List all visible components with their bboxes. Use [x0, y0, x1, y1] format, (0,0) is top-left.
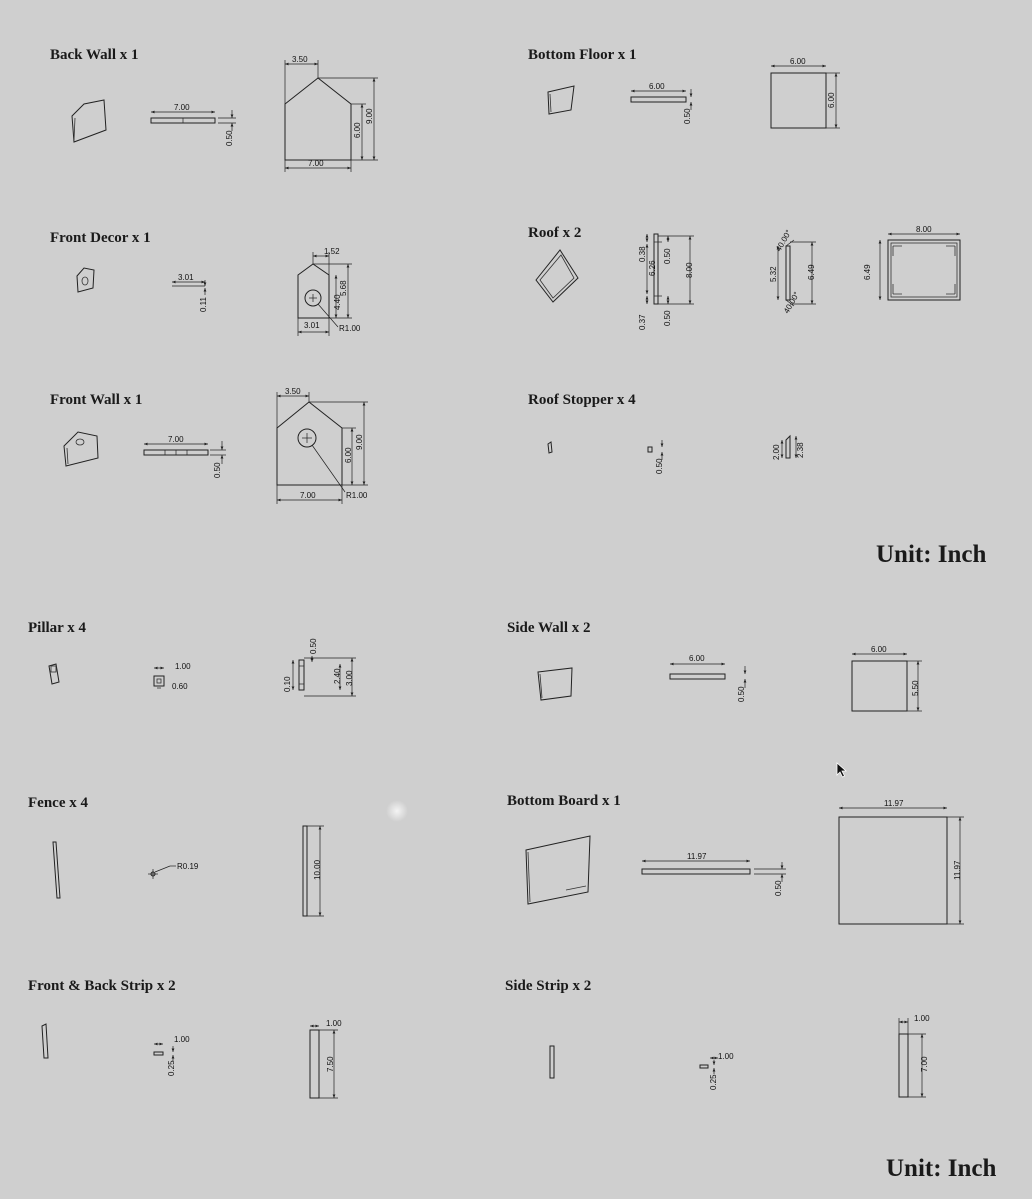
fence-side-view	[303, 826, 307, 916]
side-wall-drawing	[538, 645, 922, 711]
pillar-top-view	[154, 676, 164, 686]
dim-roof-ang2: 40.00°	[781, 290, 802, 315]
roof-end-view	[786, 246, 790, 300]
pillar-side-view	[299, 660, 304, 690]
dim-bottom-floor-thick: 0.50	[683, 108, 692, 124]
dim-front-wall-top: 3.50	[285, 387, 301, 396]
dim-roof-f: 0.50	[663, 310, 672, 326]
part-title-pillar: Pillar x 4	[28, 620, 87, 636]
unit-label-bottom: Unit: Inch	[886, 1155, 997, 1182]
fence-drawing	[53, 826, 324, 916]
bottom-floor-iso-view	[548, 86, 574, 114]
dim-side-strip-length: 7.00	[920, 1056, 929, 1072]
side-wall-iso-view	[538, 668, 572, 700]
part-title-bottom-floor: Bottom Floor x 1	[528, 47, 637, 63]
pillar-drawing	[49, 638, 356, 696]
dim-front-back-strip-thick: 0.25	[167, 1060, 176, 1076]
dim-front-decor-side: 4.40	[333, 294, 342, 310]
side-wall-front-view	[852, 661, 907, 711]
part-title-roof-stopper: Roof Stopper x 4	[528, 392, 636, 408]
dim-roof-b: 6.26	[648, 260, 657, 276]
dim-front-back-strip-top: 1.00	[326, 1019, 342, 1028]
side-wall-top-view	[670, 674, 725, 679]
dim-bottom-floor-width: 6.00	[790, 57, 806, 66]
dim-front-wall-thick: 0.50	[213, 462, 222, 478]
part-title-back-wall: Back Wall x 1	[50, 47, 139, 63]
dim-side-wall-thick: 0.50	[737, 686, 746, 702]
dim-front-decor-thick-w: 3.01	[178, 273, 194, 282]
side-strip-top-view	[700, 1065, 708, 1068]
dim-pillar-b: 0.50	[309, 638, 318, 654]
roof-stopper-iso-view	[548, 442, 552, 453]
dim-front-decor-radius: R1.00	[339, 324, 361, 333]
front-wall-iso-view	[64, 432, 98, 466]
dim-back-wall-side: 6.00	[353, 122, 362, 138]
dim-front-wall-width: 7.00	[300, 491, 316, 500]
dim-front-wall-height: 9.00	[355, 434, 364, 450]
roof-stopper-drawing	[548, 436, 805, 474]
dim-bottom-board-width: 11.97	[884, 799, 904, 808]
roof-stopper-top-view	[648, 447, 652, 452]
fence-iso-view	[53, 842, 60, 898]
part-title-roof: Roof x 2	[528, 225, 582, 241]
bottom-floor-top-view	[631, 97, 686, 102]
dim-front-decor-thick: 0.11	[199, 297, 208, 312]
front-decor-front-view	[298, 264, 329, 318]
side-strip-drawing	[550, 1014, 930, 1097]
dim-fence-radius: R0.19	[177, 862, 199, 871]
dim-front-back-strip-length: 7.50	[326, 1056, 335, 1072]
dim-front-decor-top: 1.52	[324, 247, 340, 256]
dim-roof-e: 8.00	[685, 262, 694, 278]
part-title-bottom-board: Bottom Board x 1	[507, 793, 621, 809]
dim-side-wall-height: 5.50	[911, 680, 920, 696]
unit-label-top: Unit: Inch	[876, 541, 987, 568]
dim-side-wall-thick-w: 6.00	[689, 654, 705, 663]
back-wall-drawing	[72, 55, 378, 172]
dim-pillar-c: 2.40	[333, 668, 342, 684]
dim-front-wall-side: 6.00	[344, 447, 353, 463]
dim-front-back-strip-w: 1.00	[174, 1035, 190, 1044]
dim-bottom-board-thick-w: 11.97	[687, 852, 707, 861]
dim-roof-stopper-thick: 0.50	[655, 458, 664, 474]
dim-front-decor-height: 5.68	[339, 280, 348, 296]
part-title-front-wall: Front Wall x 1	[50, 392, 143, 408]
bottom-board-front-view	[839, 817, 947, 924]
front-back-strip-side-view	[310, 1030, 319, 1098]
dim-back-wall-thick-w: 7.00	[174, 103, 190, 112]
front-back-strip-iso-view	[42, 1024, 48, 1058]
dim-roof-top-h: 6.49	[863, 264, 872, 280]
front-wall-drawing	[64, 387, 368, 504]
part-title-side-wall: Side Wall x 2	[507, 620, 591, 636]
part-title-fence: Fence x 4	[28, 795, 88, 811]
bottom-board-top-view	[642, 869, 750, 874]
bottom-board-iso-view	[526, 836, 590, 904]
part-title-front-decor: Front Decor x 1	[50, 230, 151, 246]
dim-front-decor-width: 3.01	[304, 321, 320, 330]
front-decor-iso-view	[77, 268, 94, 292]
dim-roof-d: 0.50	[663, 248, 672, 264]
dim-roof-g: 5.32	[769, 266, 778, 282]
dim-roof-c: 0.37	[638, 314, 647, 330]
dim-roof-stopper-b: 2.38	[796, 442, 805, 458]
roof-stopper-side-view	[786, 436, 790, 458]
dim-back-wall-width: 7.00	[308, 159, 324, 168]
dim-pillar-d: 3.00	[345, 670, 354, 686]
front-decor-drawing	[77, 247, 361, 336]
dim-bottom-board-height: 11.97	[953, 860, 962, 880]
dim-bottom-floor-thick-w: 6.00	[649, 82, 665, 91]
pillar-iso-view	[49, 664, 59, 684]
dim-fence-length: 10.00	[313, 859, 322, 880]
dim-front-wall-radius: R1.00	[346, 491, 368, 500]
dim-side-strip-thick: 0.25	[709, 1074, 718, 1090]
dim-pillar-a: 0.10	[283, 676, 292, 692]
arrow-cursor-icon	[836, 762, 848, 778]
side-strip-side-view	[899, 1034, 908, 1097]
dim-pillar-w: 1.00	[175, 662, 191, 671]
roof-top-view	[888, 240, 960, 300]
part-title-side-strip: Side Strip x 2	[505, 978, 592, 994]
dim-roof-top-w: 8.00	[916, 225, 932, 234]
dim-back-wall-top: 3.50	[292, 55, 308, 64]
dim-side-wall-width: 6.00	[871, 645, 887, 654]
front-back-strip-top-view	[154, 1052, 163, 1055]
dim-bottom-board-thick: 0.50	[774, 880, 783, 896]
dim-side-strip-w: 1.00	[718, 1052, 734, 1061]
dim-roof-stopper-a: 2.00	[772, 444, 781, 460]
dim-bottom-floor-height: 6.00	[827, 92, 836, 108]
dim-roof-ang1: 40.00°	[773, 228, 794, 253]
part-title-front-back-strip: Front & Back Strip x 2	[28, 978, 176, 994]
back-wall-iso-view	[72, 100, 106, 142]
front-back-strip-drawing	[42, 1019, 342, 1098]
dim-pillar-inner: 0.60	[172, 682, 188, 691]
dim-side-strip-top: 1.00	[914, 1014, 930, 1023]
dim-front-wall-thick-w: 7.00	[168, 435, 184, 444]
dim-roof-h: 6.49	[807, 264, 816, 280]
dim-back-wall-thick: 0.50	[225, 130, 234, 146]
dim-back-wall-height: 9.00	[365, 108, 374, 124]
side-strip-iso-view	[550, 1046, 554, 1078]
bottom-board-drawing	[526, 799, 964, 924]
bottom-floor-front-view	[771, 73, 826, 128]
dim-roof-a: 0.38	[638, 246, 647, 262]
bottom-floor-drawing	[548, 57, 840, 128]
back-wall-front-view	[285, 78, 351, 160]
front-wall-front-view	[277, 402, 342, 485]
roof-drawing	[536, 225, 960, 330]
